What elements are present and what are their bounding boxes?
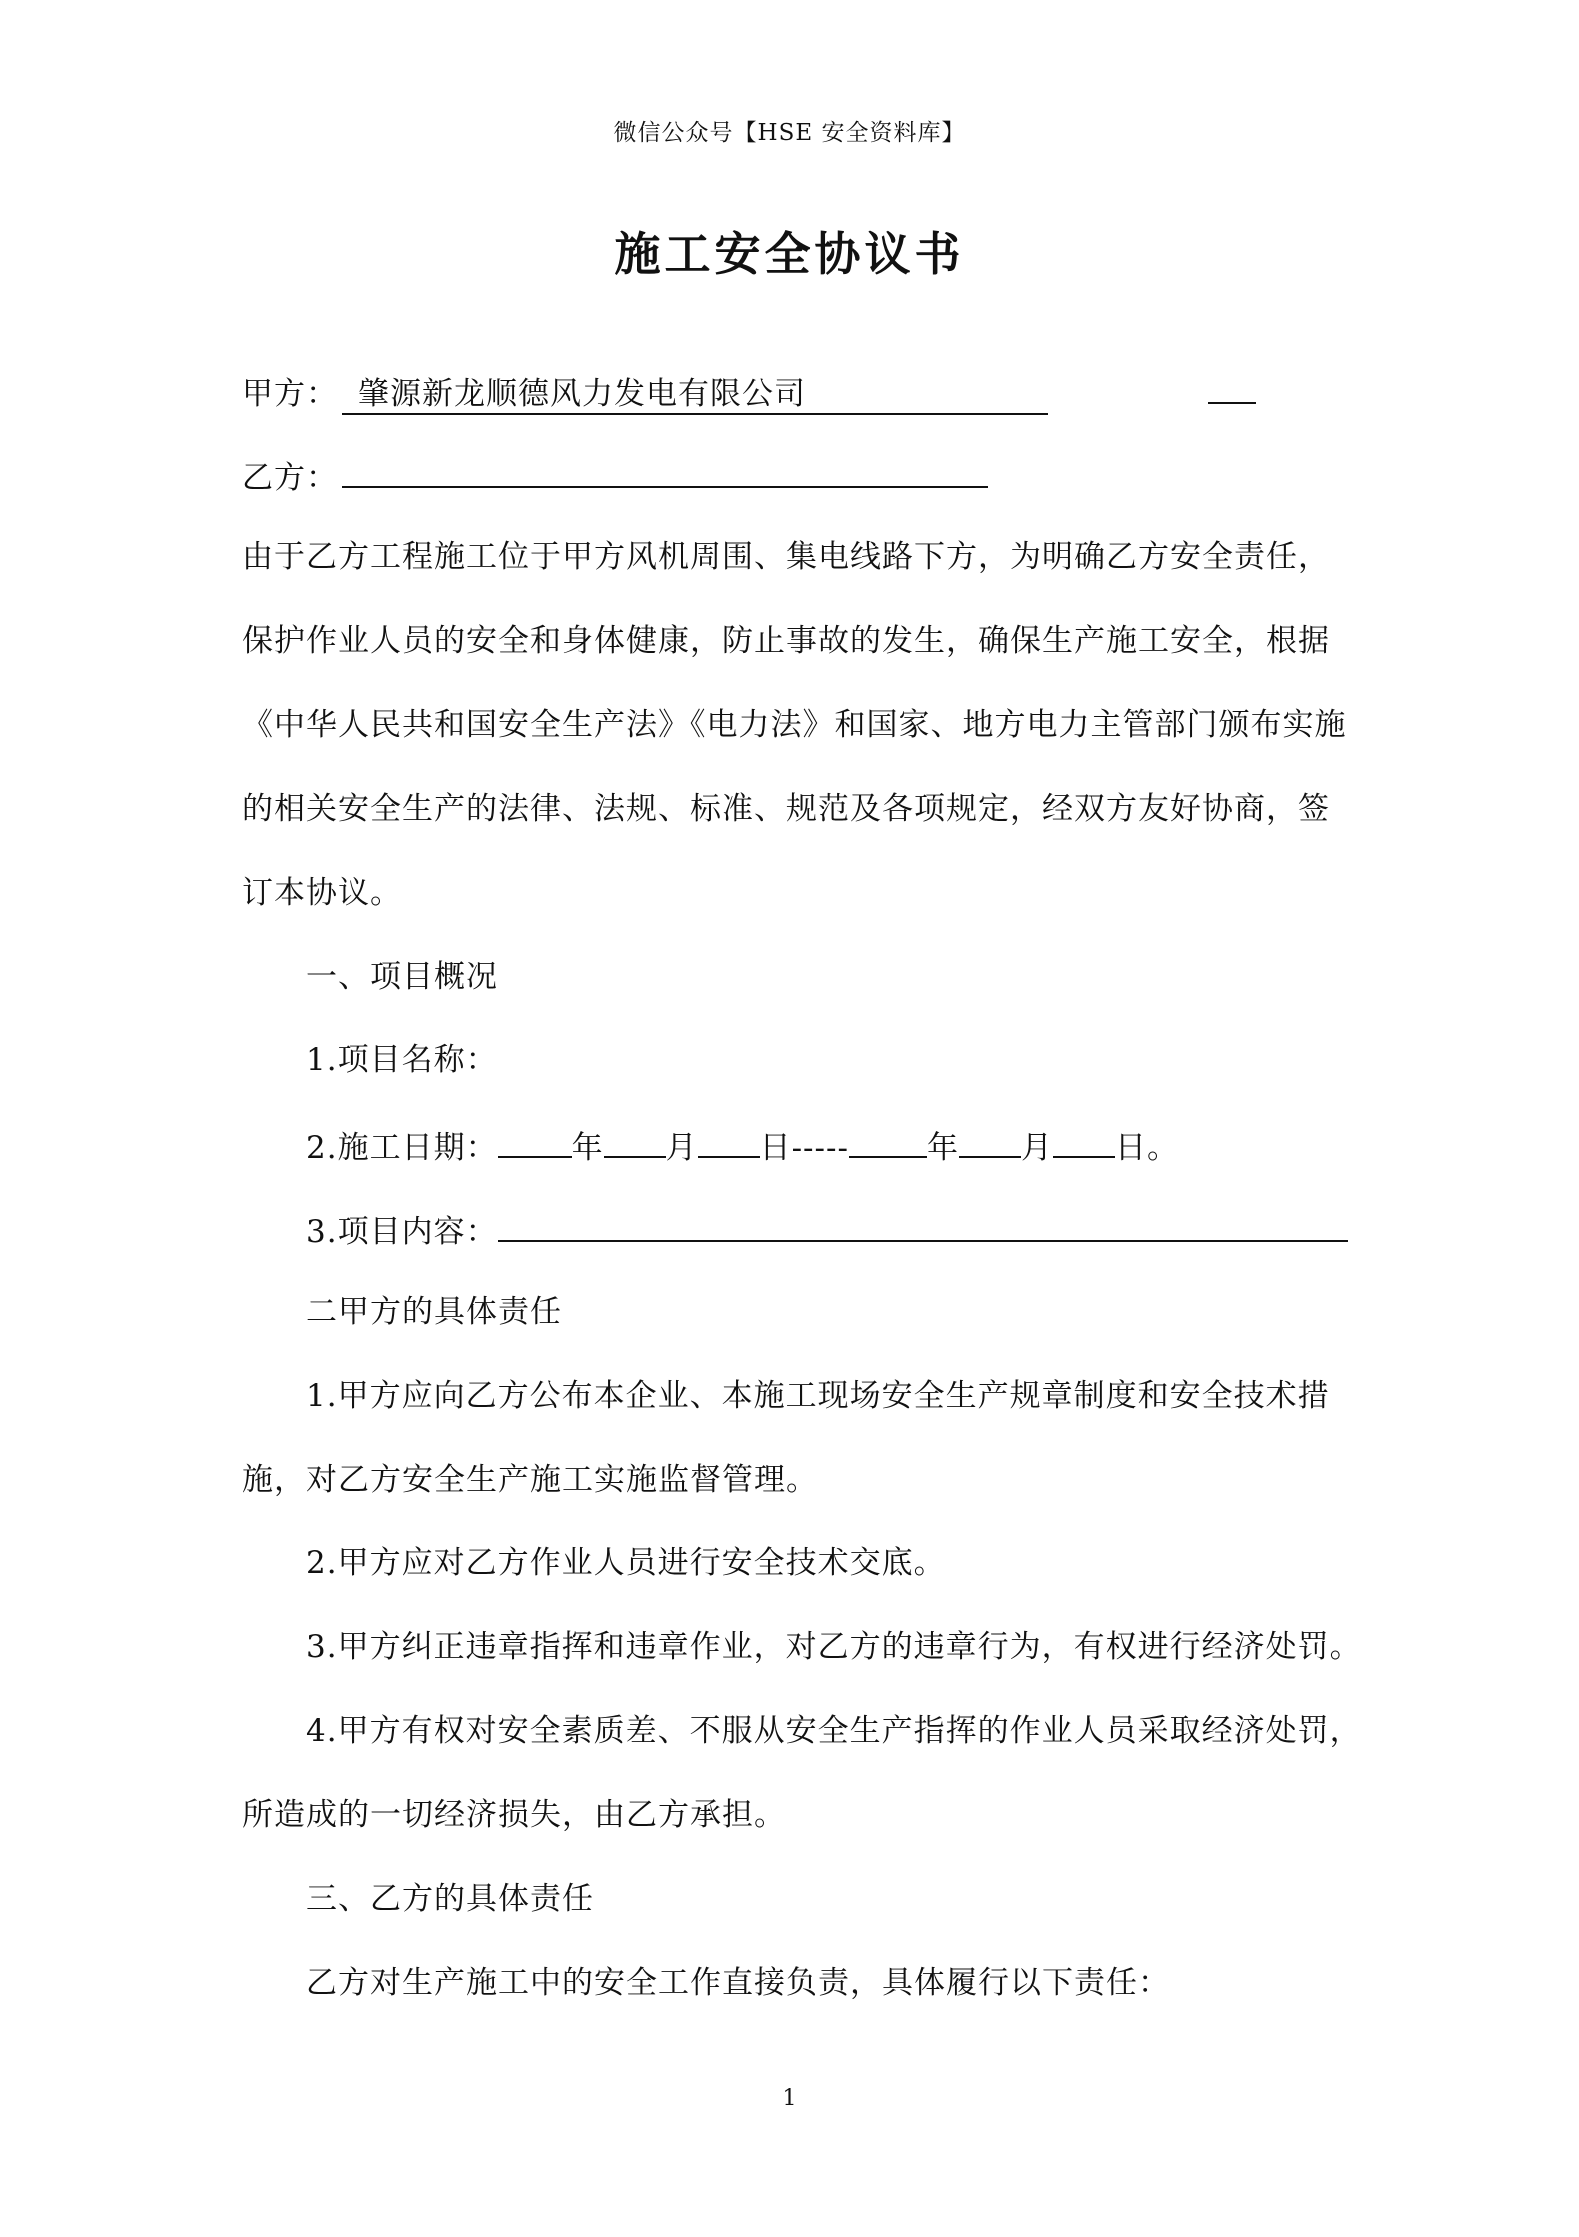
section2-line: 3.甲方纠正违章指挥和违章作业，对乙方的违章行为，有权进行经济处罚。: [306, 1629, 1362, 1665]
section3-intro: 乙方对生产施工中的安全工作直接负责，具体履行以下责任：: [306, 1965, 1170, 2001]
end-day-blank: [1053, 1122, 1115, 1158]
preamble-line: 订本协议。: [242, 875, 402, 911]
day-label: 日: [759, 1130, 792, 1166]
party-a-line: [242, 368, 1352, 416]
start-day-blank: [698, 1122, 760, 1158]
party-a-value: 肇源新龙顺德风力发电有限公司: [342, 375, 1048, 415]
section2-line: 1.甲方应向乙方公布本企业、本施工现场安全生产规章制度和安全技术措: [306, 1378, 1330, 1414]
section2-heading: 二甲方的具体责任: [306, 1294, 562, 1330]
section2-line: 所造成的一切经济损失，由乙方承担。: [242, 1797, 786, 1833]
year-label: 年: [926, 1130, 959, 1166]
construction-date-line: [306, 1122, 1352, 1170]
document-title: 施工安全协议书: [614, 227, 965, 281]
end-month-blank: [959, 1122, 1021, 1158]
day-end-label: 日。: [1114, 1130, 1179, 1166]
project-content-blank: [498, 1206, 1348, 1242]
month-label: 月: [665, 1130, 698, 1166]
preamble-line: 由于乙方工程施工位于甲方风机周围、集电线路下方，为明确乙方安全责任，: [242, 539, 1330, 575]
preamble-line: 的相关安全生产的法律、法规、标准、规范及各项规定，经双方友好协商，签: [242, 791, 1330, 827]
end-year-blank: [849, 1122, 927, 1158]
section2-line: 2.甲方应对乙方作业人员进行安全技术交底。: [306, 1545, 946, 1581]
preamble-line: 保护作业人员的安全和身体健康，防止事故的发生，确保生产施工安全，根据: [242, 623, 1330, 659]
year-label: 年: [571, 1130, 604, 1166]
month-label: 月: [1020, 1130, 1053, 1166]
construction-date-label: 2.施工日期：: [306, 1130, 498, 1166]
project-content-label: 3.项目内容：: [306, 1214, 498, 1250]
section2-line: 施，对乙方安全生产施工实施监督管理。: [242, 1462, 818, 1498]
start-month-blank: [604, 1122, 666, 1158]
party-b-line: [242, 452, 1352, 500]
section2-line: 4.甲方有权对安全素质差、不服从安全生产指挥的作业人员采取经济处罚，: [306, 1713, 1362, 1749]
party-b-blank: [342, 452, 988, 488]
section3-heading: 三、乙方的具体责任: [306, 1881, 594, 1917]
project-name-label: 1.项目名称：: [306, 1042, 498, 1078]
header-note: 微信公众号【HSE 安全资料库】: [613, 120, 966, 146]
page-number: 1: [782, 2086, 797, 2111]
party-b-label: 乙方：: [242, 460, 338, 496]
date-range-dash: -----: [791, 1130, 849, 1166]
preamble-line: 《中华人民共和国安全生产法》《电力法》和国家、地方电力主管部门颁布实施: [242, 707, 1347, 743]
project-content-line: [306, 1206, 1352, 1254]
party-a-extra-blank: [1208, 368, 1256, 404]
start-year-blank: [498, 1122, 572, 1158]
party-a-label: 甲方：: [242, 376, 338, 412]
section1-heading: 一、项目概况: [306, 959, 498, 995]
